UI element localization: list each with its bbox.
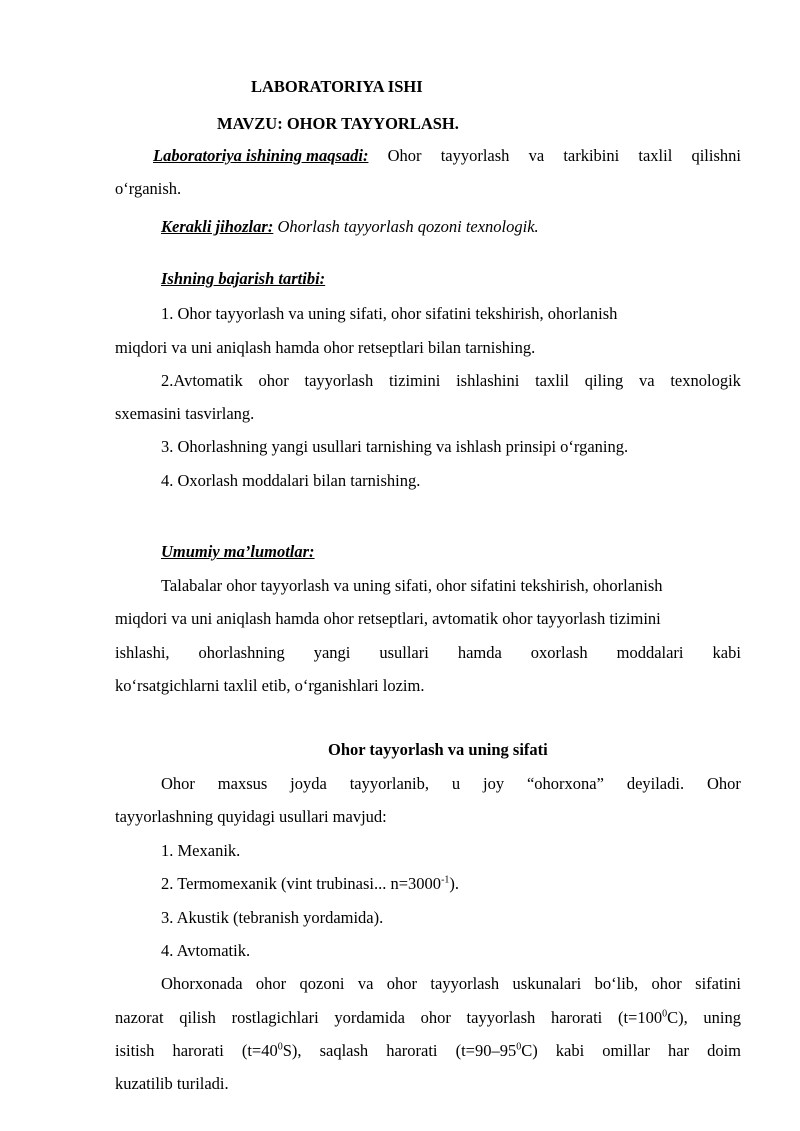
step-1-line-1: 1. Ohor tayyorlash va uning sifati, ohor sifatini tekshirish, ohorlanish [161, 304, 618, 323]
p2-line-3-b: S), saqlash harorati (t=90–95 [282, 1041, 517, 1060]
method-2 [161, 873, 459, 895]
p2-sup-3: 0 [516, 1041, 522, 1053]
step-2-word: tizimini [388, 371, 441, 390]
general-word: hamda [457, 643, 502, 662]
p2-line-3-c: C) kabi omillar har doim [521, 1041, 741, 1060]
general-word: ohorlashning [198, 643, 285, 662]
purpose-word: taxlil [638, 146, 673, 165]
topic-text: OHOR TAYYORLASH. [286, 114, 459, 133]
step-1-line-2: miqdori va uni aniqlash hamda ohor retseptlari bilan tarnishing. [115, 338, 536, 357]
general-line-3 [115, 642, 741, 664]
general-line-4: ko‘rsatgichlarni taxlil etib, o‘rganishlari lozim. [115, 676, 425, 695]
topic-label: MAVZU: [217, 114, 283, 133]
general-line-1: Talabalar ohor tayyorlash va uning sifati, ohor sifatini tekshirish, ohorlanish [161, 576, 663, 595]
general-word: oxorlash [530, 643, 588, 662]
step-2-word: 2.Avtomatik [161, 371, 243, 390]
step-2-word: ohor [258, 371, 289, 390]
document-title: LABORATORIYA ISHI [251, 77, 423, 96]
equipment-line [161, 216, 539, 238]
method-2-text: 2. Termomexanik (vint trubinasi... n=3000 [161, 874, 442, 893]
general-word: kabi [712, 643, 741, 662]
equipment-text: Ohorlash tayyorlash qozoni texnologik. [277, 217, 539, 236]
purpose-word: tayyorlash [440, 146, 510, 165]
purpose-word: Ohor [387, 146, 422, 165]
method-2-sup: -1 [441, 874, 450, 886]
step-2-word: texnologik [670, 371, 741, 390]
method-4: 4. Avtomatik. [161, 941, 251, 960]
general-word: ishlashi, [115, 643, 170, 662]
p1-word: deyiladi. [626, 774, 685, 793]
p1-word: u [451, 774, 461, 793]
purpose-word: qilishni [691, 146, 741, 165]
section-p2-line-3 [115, 1040, 741, 1062]
step-2-word: qiling [584, 371, 624, 390]
step-2-line-1 [161, 370, 741, 392]
general-word: yangi [313, 643, 351, 662]
purpose-word: tarkibini [563, 146, 620, 165]
p2-line-2-b: C), uning [667, 1008, 741, 1027]
method-2-end: ). [449, 874, 460, 893]
purpose-line [153, 145, 741, 167]
equipment-label: Kerakli jihozlar: [161, 217, 274, 236]
step-4: 4. Oxorlash moddalari bilan tarnishing. [161, 471, 421, 490]
step-3: 3. Ohorlashning yangi usullari tarnishing va ishlash prinsipi o‘rganing. [161, 437, 629, 456]
general-word: usullari [379, 643, 429, 662]
p1-word: “ohorxona” [526, 774, 604, 793]
p1-word: tayyorlanib, [349, 774, 429, 793]
section-heading: Ohor tayyorlash va uning sifati [328, 740, 548, 759]
purpose-label: Laboratoriya ishining maqsadi: [153, 146, 369, 165]
step-2-word: ishlashini [456, 371, 520, 390]
purpose-word: va [528, 146, 545, 165]
p1-word: maxsus [217, 774, 268, 793]
step-2-word: tayyorlash [304, 371, 374, 390]
section-p2-line-1: Ohorxonada ohor qozoni va ohor tayyorlash uskunalari bo‘lib, ohor sifatini [161, 974, 741, 993]
section-p1-line-1 [161, 773, 741, 795]
p1-word: Ohor [161, 774, 195, 793]
topic-line [217, 113, 459, 135]
method-1: 1. Mexanik. [161, 841, 241, 860]
purpose-continuation: o‘rganish. [115, 179, 182, 198]
p1-word: joyda [290, 774, 327, 793]
p2-line-3-a: isitish harorati (t=40 [115, 1041, 278, 1060]
general-word: moddalari [616, 643, 684, 662]
p2-sup-2: 0 [277, 1041, 283, 1053]
procedure-label: Ishning bajarish tartibi: [161, 269, 326, 288]
step-2-word: va [639, 371, 655, 390]
section-p2-line-4: kuzatilib turiladi. [115, 1074, 229, 1093]
step-2-word: taxlil [535, 371, 569, 390]
method-3: 3. Akustik (tebranish yordamida). [161, 908, 384, 927]
p2-sup-1: 0 [662, 1008, 668, 1020]
section-p2-line-2 [115, 1007, 741, 1029]
p1-word: joy [483, 774, 505, 793]
general-line-2: miqdori va uni aniqlash hamda ohor retseptlari, avtomatik ohor tayyorlash tizimini [115, 609, 661, 628]
section-p1-line-2: tayyorlashning quyidagi usullari mavjud: [115, 807, 387, 826]
p2-line-2-a: nazorat qilish rostlagichlari yordamida ohor tayyorlash harorati (t=100 [115, 1008, 663, 1027]
step-2-line-2: sxemasini tasvirlang. [115, 404, 255, 423]
p1-word: Ohor [706, 774, 741, 793]
general-label: Umumiy ma’lumotlar: [161, 542, 315, 561]
